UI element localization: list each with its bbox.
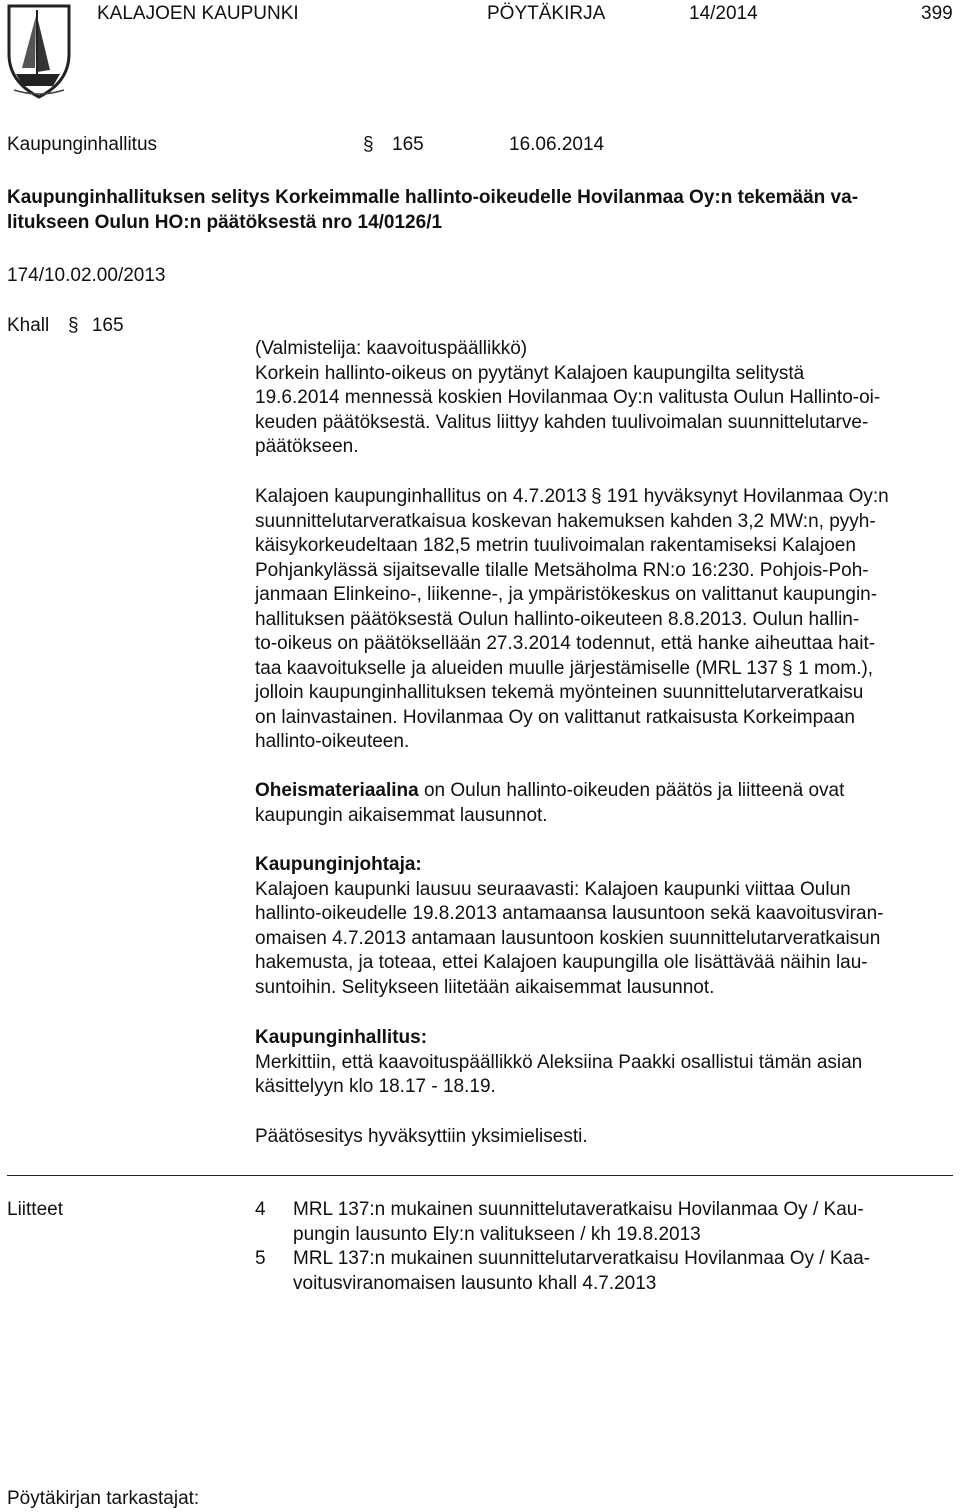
khall-section-number: 165 [91, 315, 124, 336]
attachment-line: voitusviranomaisen lausunto khall 4.7.2013 [293, 1272, 657, 1294]
intro-line: (Valmistelija: kaavoituspäällikkö) [255, 338, 528, 359]
title-line: litukseen Oulun HO:n päätöksestä nro 14/0126/1 [7, 211, 443, 233]
header-page-number: 399 [921, 3, 953, 24]
board-heading: Kaupunginhallitus: [255, 1027, 428, 1048]
attachment-item [255, 1247, 266, 1272]
intro-line: 19.6.2014 mennessä koskien Hovilanmaa Oy:n valitusta Oulun Hallinto-oi- [255, 387, 881, 408]
mayor-line: suntoihin. Selitykseen liitetään aikaisemmat lausunnot. [255, 976, 715, 998]
body-line: käisykorkeudeltaan 182,5 metrin tuulivoimalan rakentamiseksi Kalajoen [255, 535, 856, 556]
body-line [255, 657, 955, 682]
svg-text:§: § [782, 657, 793, 677]
khall-label [7, 314, 124, 339]
attachment-item-text [293, 1198, 864, 1247]
reference-number: 174/10.02.00/2013 [7, 265, 166, 286]
svg-text:§: § [67, 315, 79, 334]
header-doc-number: 14/2014 [689, 3, 758, 24]
header-org: KALAJOEN KAUPUNKI [97, 3, 299, 24]
attachment-note-bold: Oheismateriaalina [255, 780, 419, 801]
attachment-note [255, 779, 955, 828]
attachments-divider [7, 1175, 953, 1176]
board-line: käsittelyyn klo 18.17 - 18.19. [255, 1076, 496, 1097]
board-section [255, 1026, 955, 1100]
svg-text:§: § [590, 486, 602, 505]
intro-paragraph [255, 337, 955, 460]
body-line: jolloin kaupunginhallituksen tekemä myönteinen suunnittelutarveratkaisu [255, 682, 864, 703]
meeting-section-number: 165 [392, 134, 424, 155]
body-line: hallinto-oikeuteen. [255, 731, 410, 752]
footer-reviewers-label: Pöytäkirjan tarkastajat: [7, 1488, 200, 1509]
body-line: on lainvastainen. Hovilanmaa Oy on valittanut ratkaisusta Korkeimpaan [255, 706, 855, 728]
mayor-heading: Kaupunginjohtaja: [255, 854, 422, 875]
mayor-line: hallinto-oikeudelle 19.8.2013 antamaansa lausuntoon sekä kaavoitusviran- [255, 903, 884, 924]
attachment-note-text: on Oulun hallinto-oikeuden päätös ja liitteenä ovat [423, 780, 845, 801]
attachment-number: 4 [255, 1199, 266, 1220]
intro-line: päätökseen. [255, 436, 359, 457]
board-line: Merkittiin, että kaavoituspäällikkö Aleksiina Paakki osallistui tämän asian [255, 1051, 863, 1073]
coat-of-arms-icon [6, 2, 72, 108]
meeting-body: Kaupunginhallitus [7, 134, 158, 155]
attachment-item [255, 1198, 266, 1223]
mayor-line: hakemusta, ja toteaa, ettei Kalajoen kaupungilla ole lisättävää näihin lau- [255, 952, 868, 973]
body-line: Pohjankylässä sijaitsevalle tilalle Metsäholma RN:o 16:230. Pohjois-Poh- [255, 559, 869, 581]
meeting-section [356, 133, 424, 158]
section-sign-icon [356, 133, 382, 158]
attachment-note-line [255, 779, 955, 804]
svg-text:§: § [363, 134, 374, 153]
body-section-number: 191 [606, 486, 639, 507]
body-line [255, 485, 955, 510]
body-line: hallituksen päätöksestä Oulun hallinto-oikeuteen 8.8.2013. Oulun hallin- [255, 608, 860, 630]
body-text: taa kaavoitukselle ja alueiden muulle järjestämiselle (MRL 137 [255, 657, 779, 679]
meeting-date: 16.06.2014 [509, 134, 605, 155]
body-paragraph [255, 485, 955, 755]
attachment-line: MRL 137:n mukainen suunnittelutaveratkaisu Hovilanmaa Oy / Kau- [293, 1199, 864, 1220]
body-text: Kalajoen kaupunginhallitus on 4.7.2013 [255, 486, 587, 507]
attachment-line: pungin lausunto Ely:n valitukseen / kh 19.8.2013 [293, 1223, 701, 1245]
mayor-line: Kalajoen kaupunki lausuu seuraavasti: Kalajoen kaupunki viittaa Oulun [255, 878, 851, 900]
header-doc-type: PÖYTÄKIRJA [487, 3, 606, 24]
intro-line: keuden päätöksestä. Valitus liittyy kahden tuulivoimalan suunnittelutarve- [255, 411, 869, 433]
decision-text: Päätösesitys hyväksyttiin yksimielisesti. [255, 1126, 588, 1147]
attachment-item-text [293, 1247, 870, 1296]
attachments-label: Liitteet [7, 1199, 63, 1220]
intro-line: Korkein hallinto-oikeus on pyytänyt Kalajoen kaupungilta selitystä [255, 362, 805, 384]
body-text: hyväksynyt Hovilanmaa Oy:n [643, 486, 889, 507]
item-title [7, 186, 858, 235]
body-line: to-oikeus on päätöksellään 27.3.2014 todennut, että hanke aiheuttaa hait- [255, 633, 876, 654]
mayor-section [255, 853, 955, 1000]
mayor-line: omaisen 4.7.2013 antamaan lausuntoon koskien suunnittelutarveratkaisun [255, 927, 881, 949]
body-line: suunnittelutarveratkaisua koskevan hakemuksen kahden 3,2 MW:n, pyyh- [255, 510, 876, 532]
attachment-note-line: kaupungin aikaisemmat lausunnot. [255, 804, 548, 826]
body-text: 1 mom.), [798, 657, 874, 679]
khall-text: Khall [7, 315, 50, 336]
attachment-line: MRL 137:n mukainen suunnittelutarveratkaisu Hovilanmaa Oy / Kaa- [293, 1248, 870, 1269]
attachment-number: 5 [255, 1248, 266, 1269]
body-line: janmaan Elinkeino-, liikenne-, ja ympäristökeskus on valittanut kaupungin- [255, 584, 878, 605]
section-sign-icon [778, 657, 798, 682]
section-sign-icon [587, 485, 607, 510]
title-line: Kaupunginhallituksen selitys Korkeimmalle hallinto-oikeudelle Hovilanmaa Oy:n tekemään va- [7, 187, 859, 208]
section-sign-icon [61, 314, 87, 339]
